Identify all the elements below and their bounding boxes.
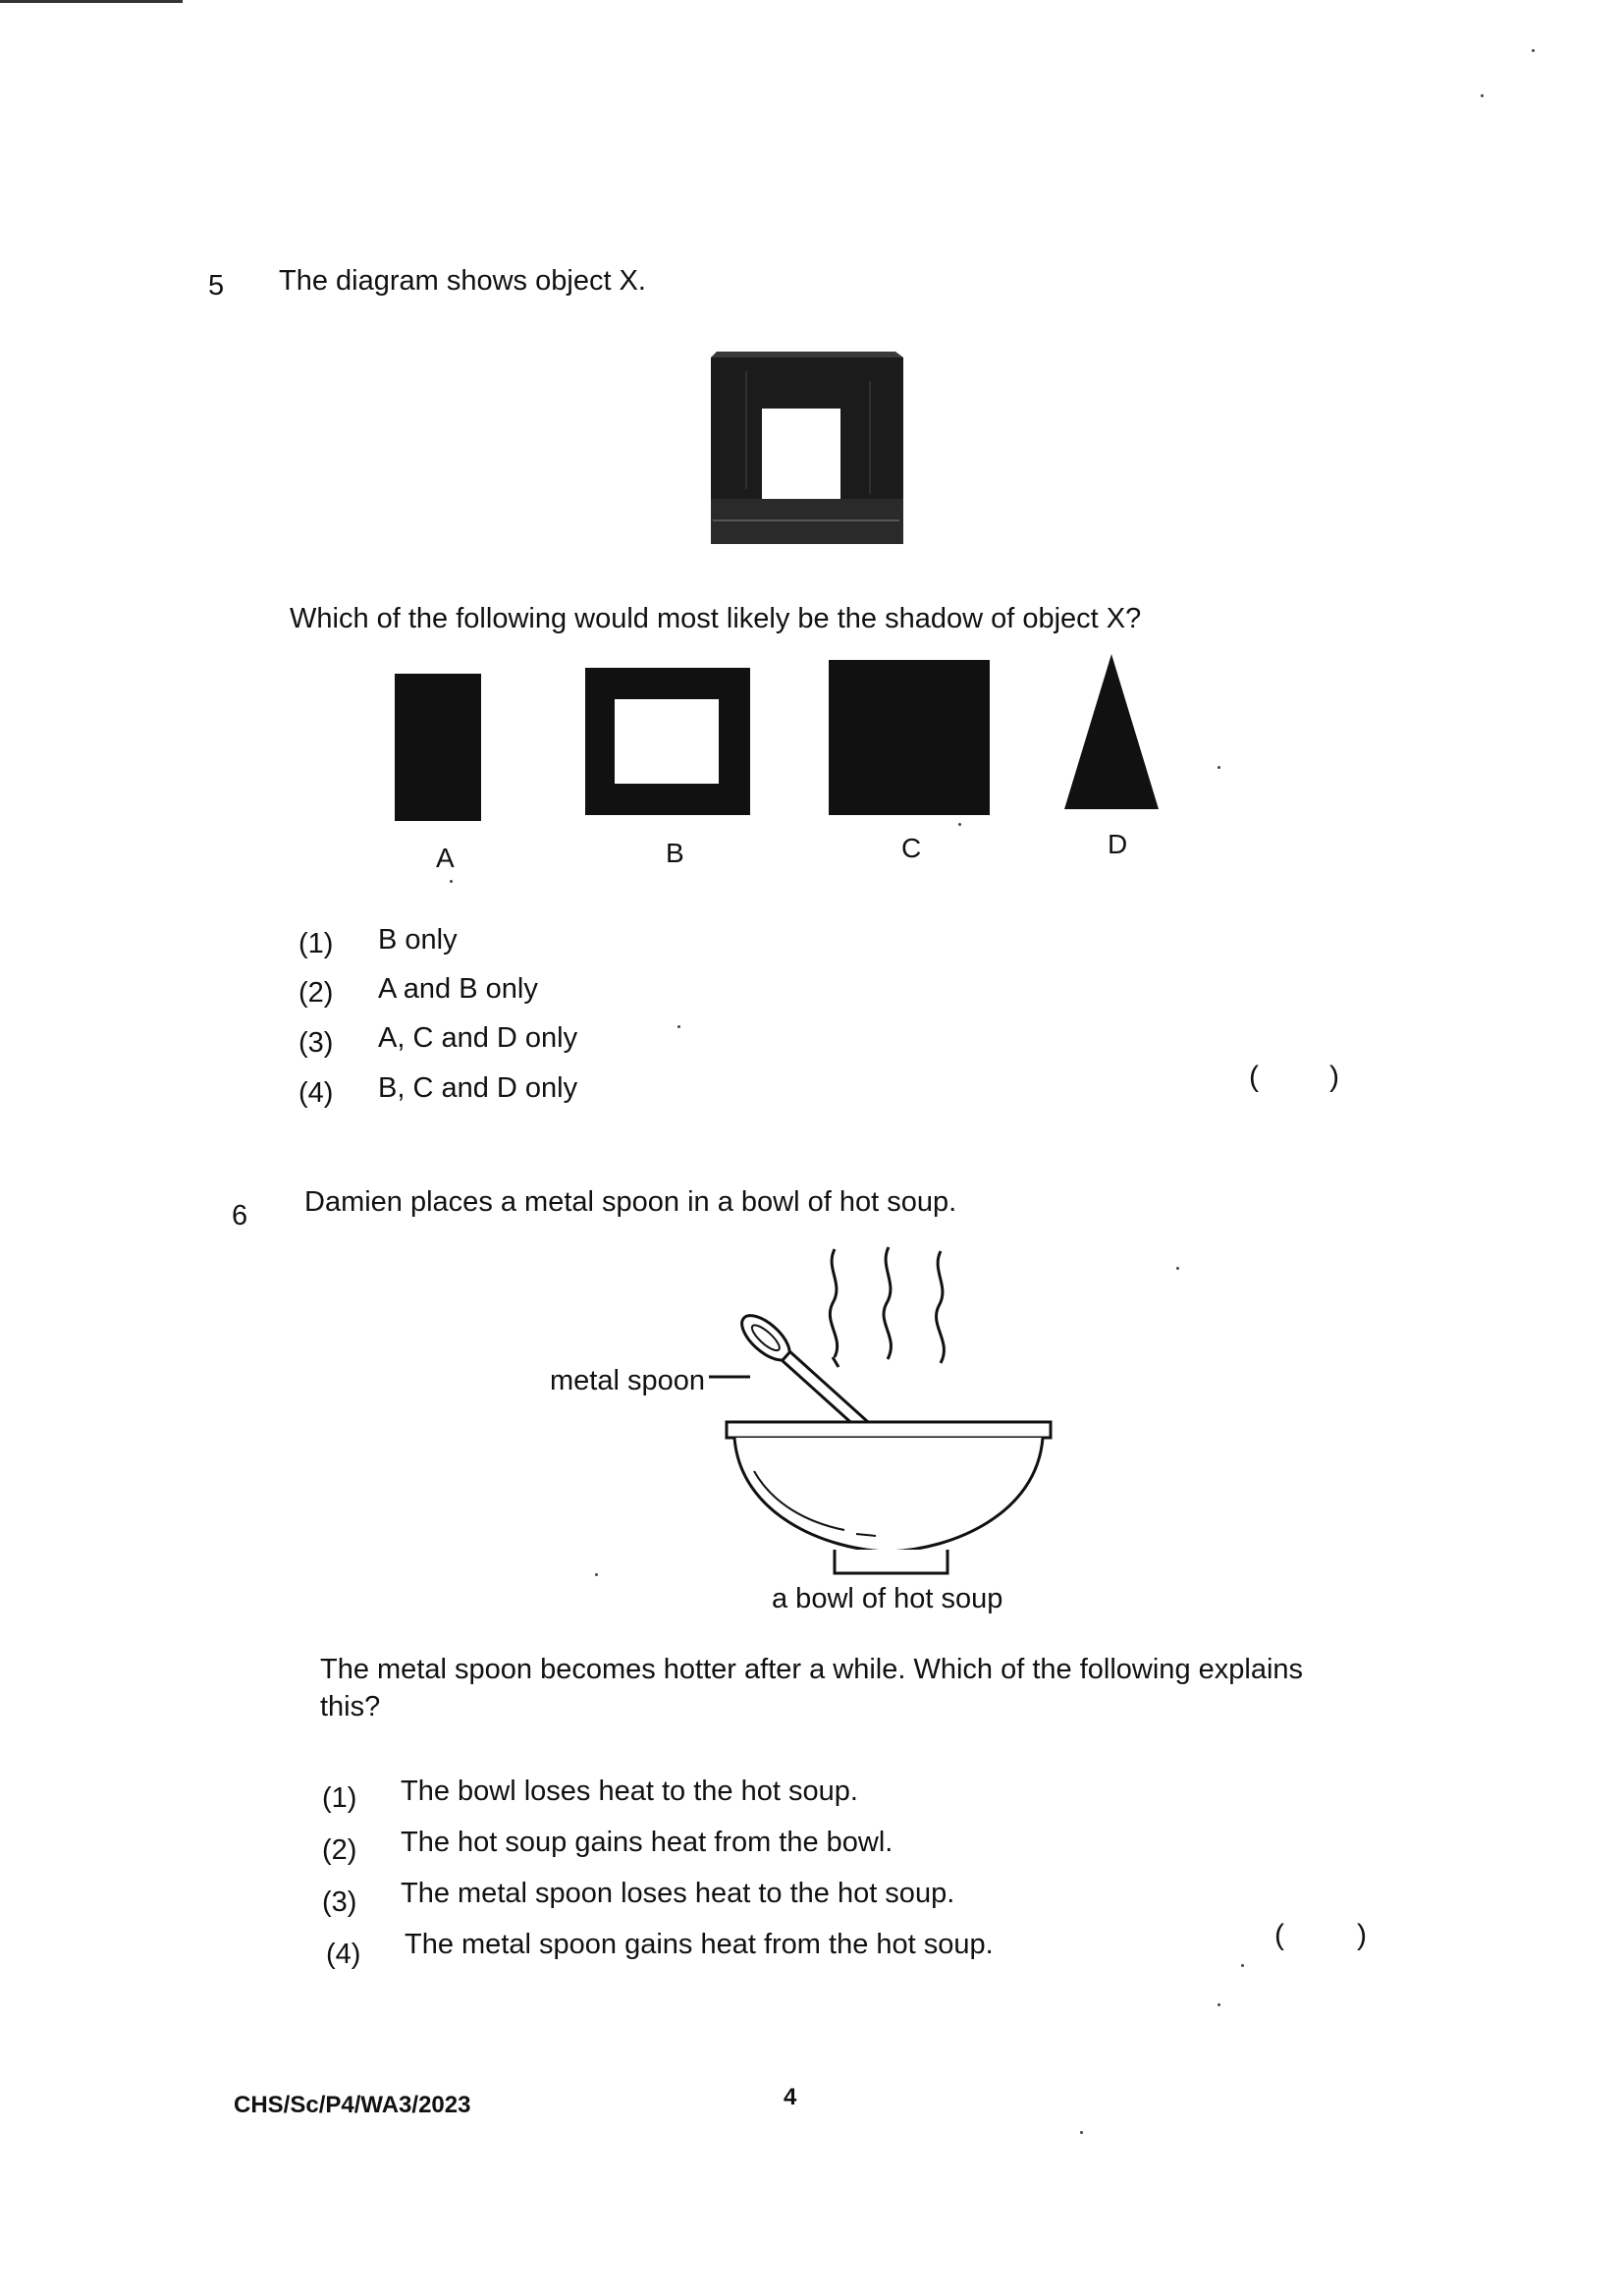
q6-option-2-text: The hot soup gains heat from the bowl. <box>401 1827 893 1858</box>
shadow-b-label: B <box>666 838 684 868</box>
shadow-c-shape <box>829 660 990 815</box>
shadow-a-shape <box>395 674 481 821</box>
shadow-c-label: C <box>901 833 922 863</box>
shadow-d-shape <box>1064 654 1159 811</box>
q5-option-3-text: A, C and D only <box>378 1022 578 1054</box>
q5-option-2-number: (2) <box>298 977 334 1009</box>
scan-speck <box>1218 766 1220 769</box>
scan-speck <box>1176 1267 1179 1270</box>
shadow-b-shape <box>585 668 750 815</box>
scan-speck <box>958 823 961 826</box>
scan-speck <box>595 1573 598 1576</box>
scan-speck <box>677 1025 680 1028</box>
q6-option-2-number: (2) <box>322 1834 357 1866</box>
scan-speck <box>1080 2131 1083 2134</box>
scan-speck <box>450 880 453 883</box>
q6-stem: Damien places a metal spoon in a bowl of hot soup. <box>304 1186 957 1218</box>
q6-option-4-number: (4) <box>326 1939 361 1970</box>
q6-option-1-text: The bowl loses heat to the hot soup. <box>401 1776 858 1807</box>
q5-option-3-number: (3) <box>298 1027 334 1059</box>
q5-question: Which of the following would most likely be the shadow of object X? <box>290 603 1142 634</box>
scan-speck <box>1241 1964 1244 1967</box>
q6-answer-bracket-open: ( <box>1274 1919 1284 1951</box>
q5-option-1-text: B only <box>378 924 458 956</box>
q6-option-1-number: (1) <box>322 1782 357 1814</box>
q6-option-3-text: The metal spoon loses heat to the hot soup. <box>401 1878 955 1909</box>
q5-option-4-number: (4) <box>298 1077 334 1109</box>
q5-option-1-number: (1) <box>298 928 334 959</box>
q6-question-line-1: The metal spoon becomes hotter after a while. Which of the following explains <box>320 1654 1304 1685</box>
metal-spoon-label: metal spoon <box>550 1365 705 1396</box>
shadow-d-label: D <box>1108 829 1128 859</box>
q6-option-4-text: The metal spoon gains heat from the hot soup. <box>405 1929 994 1960</box>
scan-speck <box>1218 2003 1220 2006</box>
soup-bowl-figure <box>707 1239 1070 1583</box>
object-x-figure <box>703 352 909 554</box>
top-rule <box>0 0 183 3</box>
q5-answer-bracket-close: ) <box>1329 1061 1339 1093</box>
scan-speck <box>1532 49 1535 52</box>
q5-number: 5 <box>208 270 225 301</box>
q5-option-4-text: B, C and D only <box>378 1072 578 1104</box>
q5-stem: The diagram shows object X. <box>279 265 646 297</box>
footer-code: CHS/Sc/P4/WA3/2023 <box>234 2092 471 2118</box>
q6-number: 6 <box>232 1200 248 1231</box>
q5-option-2-text: A and B only <box>378 973 538 1005</box>
bowl-label: a bowl of hot soup <box>772 1583 1003 1614</box>
shadow-a-label: A <box>436 843 455 873</box>
q6-question-line-2: this? <box>320 1691 381 1722</box>
q5-answer-bracket-open: ( <box>1249 1061 1259 1093</box>
q6-answer-bracket-close: ) <box>1357 1919 1367 1951</box>
q6-option-3-number: (3) <box>322 1886 357 1918</box>
scan-speck <box>1481 94 1484 97</box>
page-number: 4 <box>784 2084 797 2110</box>
